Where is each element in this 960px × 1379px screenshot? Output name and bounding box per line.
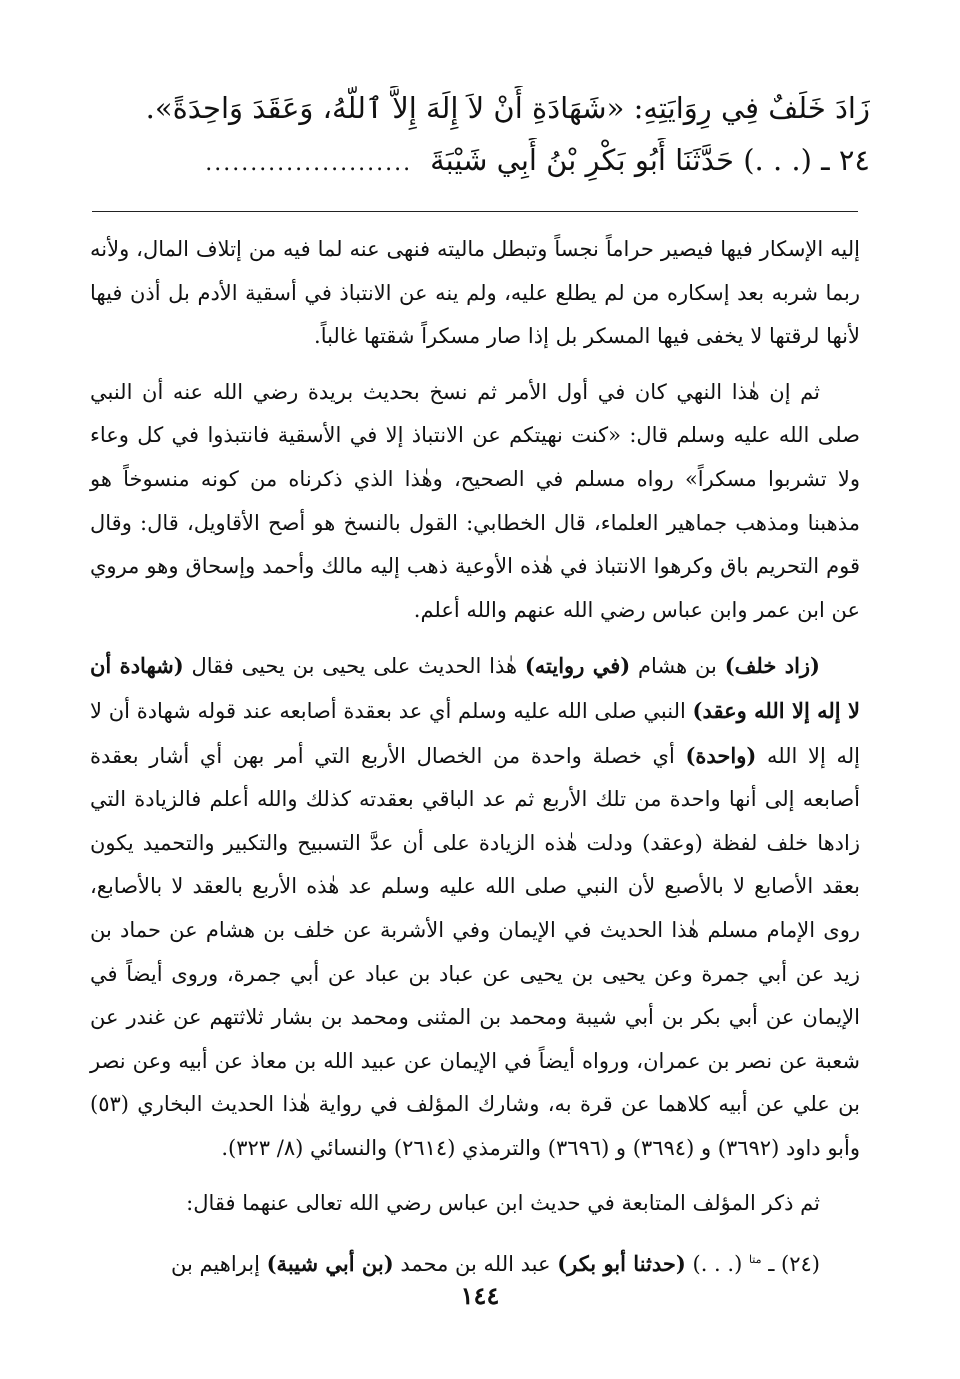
quoted-phrase: (في روايته) (524, 653, 631, 679)
commentary-text: (٢٤) ـ (761, 1252, 820, 1277)
commentary-paragraph-5 (90, 1238, 860, 1287)
commentary-text: أي خصلة واحدة من الخصال الأربع التي أمر بهن أي أشار بعقدة أصابعه إلى أنها واحدة من تلك الأربع ثم عد الباقي بعقدته كذلك والله أعلم فالزيادة التي زادها خلف لفظة (وعقد) ودلت هٰذه الزيادة على أن عدَّ التسبيح والتكبير والتحميد يكون بعقد الأصابع لا بالأصبع لأن النبي صلى الله عليه وسلم عد هٰذه الأربع بالعقد لا بالأصابع، روى الإمام مسلم هٰذا الحديث في الإيمان وفي الأشربة عن خلف بن هشام عن حماد بن زيد عن أبي جمرة وعن يحيى بن يحيى عن عباد بن عباد عن أبي جمرة، وروى أيضاً في الإيمان عن أبي بكر بن أبي شيبة ومحمد بن المثنى ومحمد بن بشار ثلاثتهم عن غندر عن شعبة عن نصر بن عمران، ورواه أيضاً في الإيمان عن عبيد الله بن معاذ عن أبيه وعن نصر بن علي عن أبيه كلاهما عن قرة به، وشارك المؤلف في رواية هٰذا الحديث البخاري (٥٣) وأبو داود (٣٦٩٢) و (٣٦٩٤) و (٣٦٩٦) والترمذي (٢٦١٤) والنسائي (٨/ ٣٢٣). (90, 743, 861, 1160)
commentary-text: هٰذا الحديث على يحيى بن يحيى فقال (183, 654, 525, 679)
quoted-phrase: (واحدة) (685, 742, 757, 768)
quoted-phrase: (بن أبي شيبة) (266, 1251, 394, 1277)
commentary-text: (. . .) (685, 1252, 749, 1277)
quoted-phrase: (حدثنا أبو بكر) (557, 1251, 686, 1277)
quoted-phrase: (زاد خلف) (724, 653, 820, 679)
hadith-addition-text: زَادَ خَلَفٌ فِي رِوَايَتِهِ: «شَهَادَةِ أَنْ لاَ إِلَهَ إِلاَّ ٱللَّهُ، وَعَقَدَ وَاحِدَةً». (145, 91, 870, 125)
footnote-separator (92, 211, 858, 212)
page-number: ١٤٤ (460, 1281, 500, 1310)
hadith-text-line (90, 86, 870, 130)
commentary-paragraph-4: ثم ذكر المؤلف المتابعة في حديث ابن عباس رضي الله تعالى عنهما فقال: (186, 1191, 820, 1216)
hadith-number-and-chain: ٢٤ ـ (. . .) حَدَّثَنَا أَبُو بَكْرِ بْنُ أَبِي شَيْبَةَ (430, 143, 870, 177)
mutaba-marker: متا (748, 1253, 762, 1267)
commentary-text: النبي صلى الله عليه وسلم أي عد بعقدة أصابعه عند قوله شهادة أن لا إله إلا الله (90, 698, 860, 768)
commentary-section (90, 228, 860, 1287)
hadith-chain-line (90, 138, 870, 186)
commentary-text: عبد الله بن محمد (393, 1252, 558, 1277)
commentary-text: بن هشام (630, 654, 725, 679)
commentary-paragraph-3 (90, 644, 860, 1170)
continuation-dots: ....................... (205, 151, 413, 176)
commentary-text: إبراهيم بن (170, 1252, 267, 1277)
commentary-paragraph-2: ثم إن هٰذا النهي كان في أول الأمر ثم نسخ بحديث بريدة رضي الله عنه أن النبي صلى الله عليه وسلم قال: «كنت نهيتكم عن الانتباذ إلا في الأسقية فانتبذوا في كل وعاء ولا تشربوا مسكراً» رواه مسلم في الصحيح، وهٰذا الذي ذكرناه من كونه منسوخاً هو مذهبنا ومذهب جماهير العلماء، قال الخطابي: القول بالنسخ هو أصح الأقاويل، قال: وقال قوم التحريم باق وكرهوا الانتباذ في هٰذه الأوعية ذهب إليه مالك وأحمد وإسحاق وهو مروي عن ابن عمر وابن عباس رضي الله عنهم والله أعلم. (90, 379, 860, 622)
quoted-phrase: (شهادة أن لا إله إلا الله وعقد) (90, 653, 860, 723)
commentary-paragraph-1: إليه الإسكار فيها فيصير حراماً نجساً وتبطل ماليته فنهى عنه لما فيه من إتلاف المال، ولأنه ربما شربه بعد إسكاره من لم يطلع عليه، ولم ينه عن الانتباذ في أسقية الأدم بل أذن فيها لأنها لرقتها لا يخفى فيها المسكر بل إذا صار مسكراً شقتها غالباً. (90, 237, 860, 349)
